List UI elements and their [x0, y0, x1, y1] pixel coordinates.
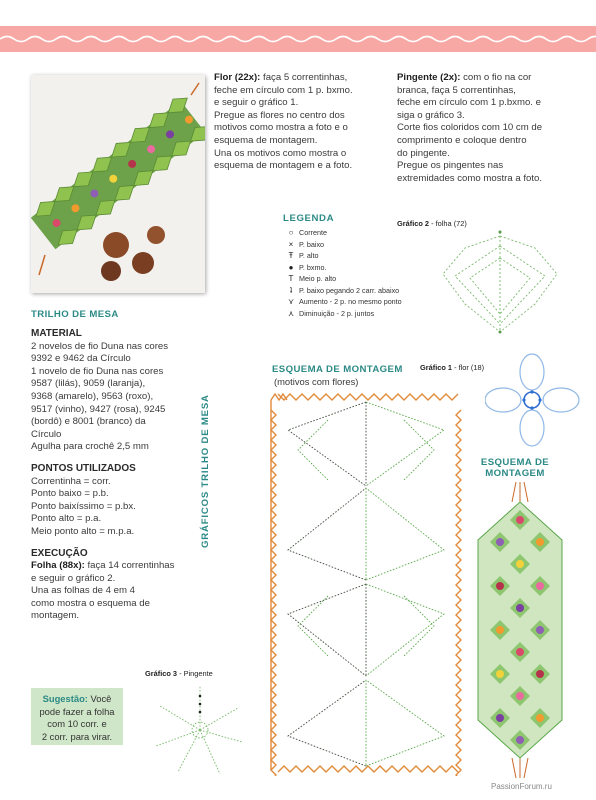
execucao-line: Una as folhas de 4 em 4: [31, 585, 135, 597]
folha-title: Folha (88x):: [31, 560, 85, 572]
pingente-line: extremidades como mostra a foto.: [397, 172, 543, 184]
execucao-line: montagem.: [31, 610, 79, 622]
grafico3-title: [145, 669, 213, 678]
site-watermark: PassionForum.ru: [491, 782, 552, 791]
material-line: Agulha para crochê 2,5 mm: [31, 441, 149, 453]
pingente-title: Pingente (2x):: [397, 72, 461, 83]
pingente-line: com o fio na cor: [460, 72, 532, 83]
pontos-line: Ponto baixíssimo = p.bx.: [31, 500, 136, 512]
material-heading: MATERIAL: [31, 328, 82, 339]
suggestion-line: pode fazer a folha: [39, 705, 115, 717]
execucao-line: e seguir o gráfico 2.: [31, 572, 116, 584]
trilho-title: TRILHO DE MESA: [31, 309, 119, 320]
material-line: (bordô) e 8001 (branco) da: [31, 416, 146, 428]
double-crochet-symbol-icon: Ŧ: [288, 251, 294, 261]
flower-chart-diagram: [485, 350, 580, 450]
execucao-heading: EXECUÇÃO: [31, 547, 88, 559]
legend-item: [283, 296, 402, 308]
vertical-graphics-title: GRÁFICOS TRILHO DE MESA: [200, 394, 211, 548]
spike-stitch-symbol-icon: ʇ: [289, 285, 293, 295]
pingente-line: comprimento e coloque dentro: [397, 134, 527, 146]
legend-label: Meio p. alto: [299, 274, 337, 284]
suggestion-line: 2 corr. para virar.: [41, 730, 113, 742]
grafico2-title: [397, 219, 467, 228]
flor-line: faça 5 correntinhas,: [260, 72, 348, 83]
pingente-line: branca, faça 5 correntinhas,: [397, 84, 516, 96]
slip-stitch-symbol-icon: ●: [288, 262, 294, 272]
legend-label: P. baixo: [299, 239, 325, 249]
legend-label: P. alto: [299, 251, 319, 261]
legend-item: [283, 250, 402, 262]
legend-label: P. bxmo.: [299, 262, 327, 272]
material-line: 9392 e 9462 da Círculo: [31, 353, 131, 365]
legend-label: P. baixo pegando 2 carr. abaixo: [299, 285, 400, 295]
material-line: 9368 (amarelo), 9563 (roxo),: [31, 390, 154, 402]
grafico3-name: Gráfico 3: [145, 669, 178, 678]
half-double-symbol-icon: T: [288, 274, 294, 284]
legend-label: Diminuição - 2 p. juntos: [299, 308, 375, 318]
material-line: 9587 (lilás), 9059 (laranja),: [31, 378, 146, 390]
legend-item: [283, 285, 402, 297]
pingente-line: do pingente.: [397, 147, 450, 159]
flor-line: Pregue as flores no centro dos: [214, 109, 345, 121]
flor-text: [214, 72, 389, 173]
flor-line: motivos como mostra a foto e o: [214, 122, 348, 134]
legend-label: Corrente: [299, 228, 327, 238]
pingente-text: [397, 72, 577, 185]
legend: [283, 213, 402, 319]
flor-line: e seguir o gráfico 1.: [214, 97, 299, 109]
single-crochet-symbol-icon: ×: [288, 239, 294, 249]
material-line: 1 novelo de fio Duna nas cores: [31, 365, 164, 377]
pendant-chart-diagram: [150, 680, 250, 780]
runner-assembly-diagram: [472, 480, 567, 780]
execucao-line: faça 14 correntinhas: [84, 560, 175, 572]
suggestion-line: com 10 corr. e: [47, 718, 107, 730]
pontos-heading: PONTOS UTILIZADOS: [31, 462, 136, 474]
leaf-chart-diagram: [435, 228, 565, 336]
grafico1-sub: - flor (18): [452, 363, 485, 372]
pontos-line: Meio ponto alto = m.p.a.: [31, 525, 135, 537]
pontos-line: Ponto alto = p.a.: [31, 513, 102, 525]
flor-line: esquema de montagem e a foto.: [214, 160, 353, 172]
suggestion-title: Sugestão:: [42, 693, 88, 704]
pontos-line: Correntinha = corr.: [31, 475, 111, 487]
grafico2-sub: - folha (72): [429, 219, 467, 228]
suggestion-box: [31, 688, 123, 745]
grafico1-name: Gráfico 1: [420, 363, 453, 372]
material-line: Círculo: [31, 428, 62, 440]
material-line: 2 novelos de fio Duna nas cores: [31, 340, 169, 352]
grafico2-name: Gráfico 2: [397, 219, 430, 228]
esquema-subtitle: (motivos com flores): [274, 376, 359, 387]
legend-item: [283, 273, 402, 285]
pontos-line: Ponto baixo = p.b.: [31, 488, 109, 500]
execucao-line: como mostra o esquema de: [31, 597, 150, 609]
flor-line: esquema de montagem.: [214, 134, 318, 146]
legend-item: [283, 227, 402, 239]
esquema2-line2: MONTAGEM: [485, 468, 545, 479]
grafico1-title: [420, 363, 484, 372]
legend-item: [283, 308, 402, 320]
material-line: 9517 (vinho), 9427 (rosa), 9245: [31, 403, 166, 415]
esquema-title: ESQUEMA DE MONTAGEM: [272, 364, 403, 375]
legend-item: [283, 239, 402, 251]
legend-item: [283, 262, 402, 274]
esquema2-line1: ESQUEMA DE: [480, 457, 550, 468]
legend-title: LEGENDA: [283, 213, 335, 224]
material-section: [31, 328, 206, 623]
pingente-line: feche em círculo com 1 p.bxmo. e: [397, 97, 541, 109]
grafico3-sub: - Pingente: [177, 669, 213, 678]
pingente-line: Pregue os pingentes nas: [397, 160, 504, 172]
flor-line: feche em círculo com 1 p. bxmo.: [214, 84, 353, 96]
legend-label: Aumento - 2 p. no mesmo ponto: [299, 297, 402, 307]
assembly-schematic-diagram: [268, 390, 464, 776]
chain-symbol-icon: ○: [288, 228, 294, 238]
suggestion-line: Você: [87, 693, 112, 704]
pingente-line: Corte fios coloridos com 10 cm de: [397, 122, 543, 134]
decrease-symbol-icon: ⋏: [288, 308, 294, 318]
esquema2-title: [479, 457, 551, 479]
increase-symbol-icon: ⋎: [288, 297, 294, 307]
flor-line: Una os motivos como mostra o: [214, 147, 347, 159]
table-runner-photo: [31, 75, 205, 293]
pingente-line: siga o gráfico 3.: [397, 109, 465, 121]
wave-decoration: [0, 32, 596, 46]
flor-title: Flor (22x):: [214, 72, 261, 83]
header-band: [0, 26, 596, 52]
